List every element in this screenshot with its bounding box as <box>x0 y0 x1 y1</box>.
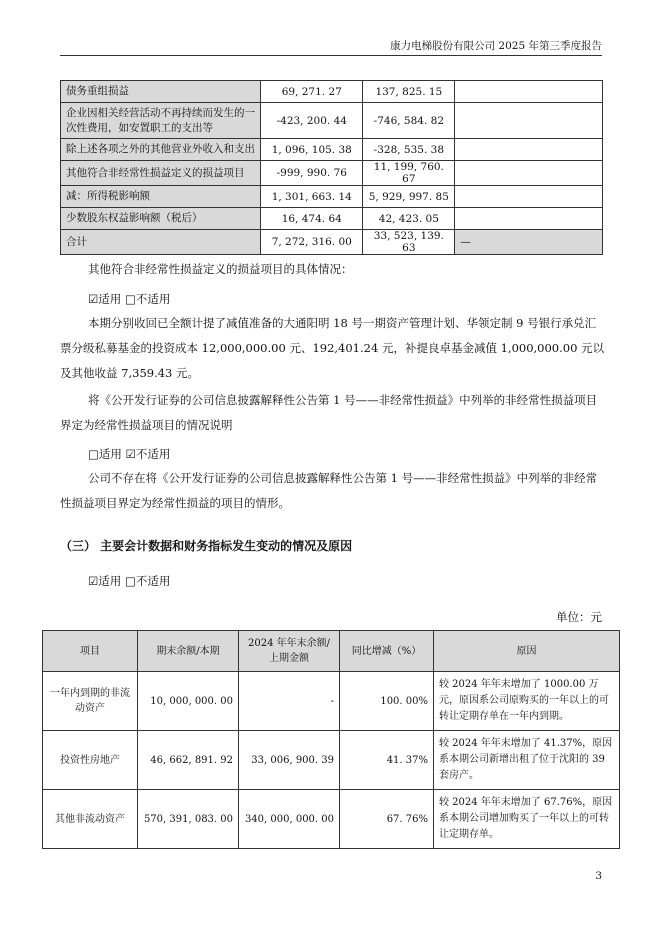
cell-value: 1, 096, 105. 38 <box>261 139 363 161</box>
cell-value: 42, 423. 05 <box>363 208 455 230</box>
table-row <box>61 139 603 161</box>
table-row <box>61 81 603 103</box>
page-header: 康力电梯股份有限公司 2025 年第三季度报告 <box>390 40 602 52</box>
row-label: 合计 <box>61 230 261 255</box>
unit-label: 单位：元 <box>556 610 602 624</box>
applicability-checkbox-3: ☑适用 □不适用 <box>88 574 171 588</box>
cell-current: 46, 662, 891. 92 <box>138 731 239 790</box>
cell-value: -423, 200. 44 <box>261 103 363 139</box>
paragraph-other-items: 其他符合非经常性损益定义的损益项目的具体情况： <box>88 262 353 276</box>
row-label: 少数股东权益影响额（税后） <box>61 208 261 230</box>
cell-value: 1, 301, 663. 14 <box>261 186 363 208</box>
cell-note <box>455 161 603 186</box>
header-divider <box>60 55 602 56</box>
table-row <box>43 790 620 849</box>
table-row <box>61 103 603 139</box>
paragraph-recovery-detail: 本期分别收回已全额计提了减值准备的大通阳明 18 号一期资产管理计划、华领定制 9 号银行承兑汇票分级私募基金的投资成本 12,000,000.00 元、192,401.24 元，补提良卓基金减值 1,000,000.00 元以及其他收益 7,359.43 元。 <box>60 316 605 380</box>
row-label: 其他符合非经常性损益定义的损益项目 <box>61 161 261 186</box>
cell-note: — <box>455 230 603 255</box>
row-label: 除上述各项之外的其他营业外收入和支出 <box>61 139 261 161</box>
table-row <box>61 186 603 208</box>
cell-change: 67. 76% <box>340 790 434 849</box>
changes-table <box>42 630 620 849</box>
header-item: 项目 <box>43 631 138 672</box>
cell-prior: 33, 006, 900. 39 <box>239 731 340 790</box>
header-reason: 原因 <box>434 631 620 672</box>
applicability-checkbox-2: □适用 ☑不适用 <box>88 447 171 461</box>
table-header-row <box>43 631 620 672</box>
cell-reason: 较 2024 年年末增加了 67.76%，原因系本期公司增加购买了一年以上的可转让定期存单。 <box>434 790 620 849</box>
row-item: 一年内到期的非流动资产 <box>43 672 138 731</box>
page-number: 3 <box>595 870 602 882</box>
paragraph-reclassification: 将《公开发行证券的公司信息披露解释性公告第 1 号——非经常性损益》中列举的非经常性损益项目界定为经常性损益项目的情况说明 <box>60 393 598 432</box>
row-label: 债务重组损益 <box>61 81 261 103</box>
table-row <box>43 731 620 790</box>
cell-prior: 340, 000, 000. 00 <box>239 790 340 849</box>
row-label: 企业因相关经营活动不再持续而发生的一次性费用，如安置职工的支出等 <box>61 103 261 139</box>
cell-change: 100. 00% <box>340 672 434 731</box>
cell-value: -328, 535. 38 <box>363 139 455 161</box>
applicability-checkbox-1: ☑适用 □不适用 <box>88 292 171 306</box>
cell-value: -999, 990. 76 <box>261 161 363 186</box>
cell-value: 11, 199, 760. 67 <box>363 161 455 186</box>
row-item: 其他非流动资产 <box>43 790 138 849</box>
cell-current: 10, 000, 000. 00 <box>138 672 239 731</box>
cell-value: 137, 825. 15 <box>363 81 455 103</box>
cell-value: -746, 584. 82 <box>363 103 455 139</box>
header-change: 同比增减（%） <box>340 631 434 672</box>
cell-value: 5, 929, 997. 85 <box>363 186 455 208</box>
cell-note <box>455 186 603 208</box>
cell-value: 16, 474. 64 <box>261 208 363 230</box>
paragraph-no-reclassification: 公司不存在将《公开发行证券的公司信息披露解释性公告第 1 号——非经常性损益》中列举的非经常性损益项目界定为经常性损益的项目的情形。 <box>60 471 598 510</box>
cell-note <box>455 81 603 103</box>
header-current: 期末余额/本期 <box>138 631 239 672</box>
cell-prior: - <box>239 672 340 731</box>
cell-reason: 较 2024 年年末增加了 1000.00 万元，原因系公司原购买的一年以上的可转让定期存单在一年内到期。 <box>434 672 620 731</box>
non-recurring-table <box>60 80 603 255</box>
cell-current: 570, 391, 083. 00 <box>138 790 239 849</box>
table-row <box>61 208 603 230</box>
cell-note <box>455 208 603 230</box>
row-item: 投资性房地产 <box>43 731 138 790</box>
section-heading: （三） 主要会计数据和财务指标发生变动的情况及原因 <box>60 539 353 553</box>
row-label: 减：所得税影响额 <box>61 186 261 208</box>
cell-note <box>455 103 603 139</box>
cell-reason: 较 2024 年年末增加了 41.37%，原因系本期公司新增出租了位于沈阳的 39 套房产。 <box>434 731 620 790</box>
table-row <box>61 161 603 186</box>
cell-note <box>455 139 603 161</box>
cell-value: 69, 271. 27 <box>261 81 363 103</box>
table-row-total <box>61 230 603 255</box>
header-prior: 2024 年年末余额/上期金额 <box>239 631 340 672</box>
cell-value: 7, 272, 316. 00 <box>261 230 363 255</box>
cell-value: 33, 523, 139. 63 <box>363 230 455 255</box>
cell-change: 41. 37% <box>340 731 434 790</box>
table-row <box>43 672 620 731</box>
